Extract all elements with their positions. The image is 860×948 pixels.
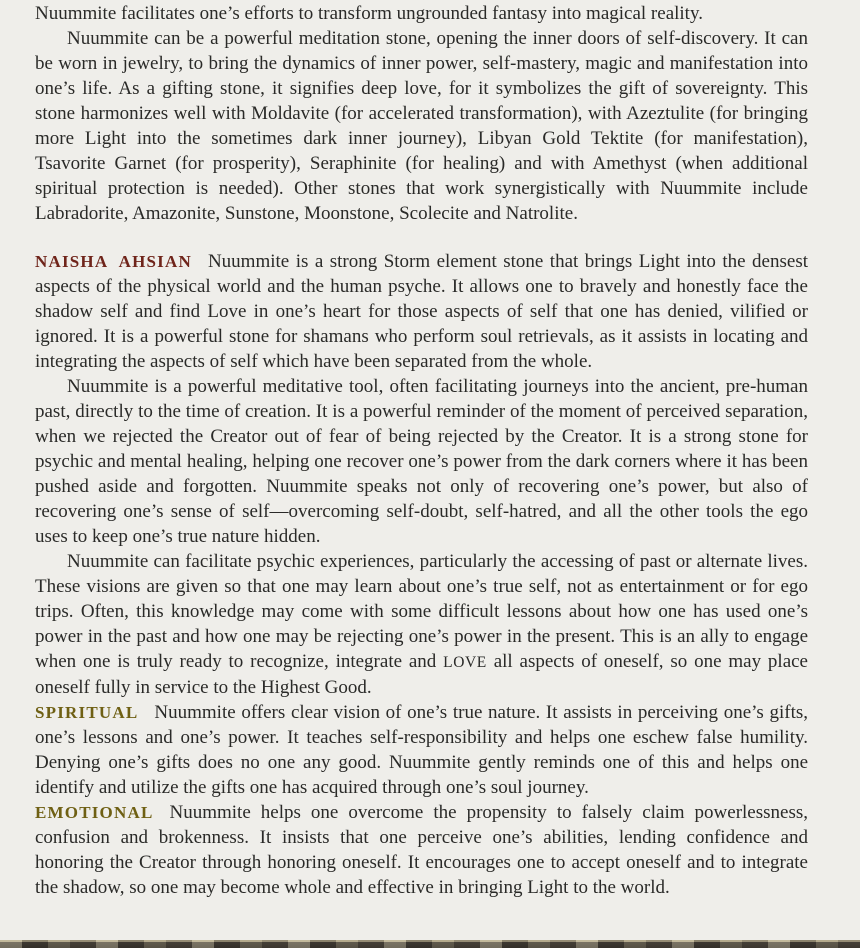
paragraph-emotional: Nuummite helps one overcome the propensity to falsely claim powerlessness, confusion and brokenness. It insists that one perceive one’s abilities, lending confidence and honoring the Creator through honoring oneself. It encourages one to accept oneself and to integrate the shadow, so one may become whole and effective in bringing Light to the world. [35,802,808,898]
paragraph-spiritual: Nuummite offers clear vision of one’s true nature. It assists in perceiving one’s gifts, one’s lessons and one’s power. It teaches self-responsibility and helps one eschew false humility. Denying one’s gifts does no one any good. Nuummite gently reminds one of this and helps one identify and utilize the gifts one has acquired through one’s soul journey. [35,702,808,798]
page-text-block [35,1,808,900]
love-smallcaps-word: LOVE [443,654,487,671]
paragraph-naisha-3 [35,549,808,700]
naisha-ahsian-heading: NAISHA AHSIAN [35,252,192,271]
paragraph-intro-fragment: Nuummite facilitates one’s efforts to transform ungrounded fantasy into magical reality. [35,3,703,24]
section-naisha-ahsian [35,249,808,374]
emotional-heading: EMOTIONAL [35,803,154,822]
paragraph-naisha-3-pre: Nuummite can facilitate psychic experiences, particularly the accessing of past or alternate lives. These visions are given so that one may learn about one’s true self, not as entertainment or for ego trips. Often, this knowledge may come with some difficult lessons about how one has used one’s power in the past and how one may be rejecting one’s power in the present. This is an ally to engage when one is truly ready to recognize, integrate and [35,551,808,672]
paragraph-meditation-stone: Nuummite can be a powerful meditation stone, opening the inner doors of self-discovery. It can be worn in jewelry, to bring the dynamics of inner power, self-mastery, magic and manifestation into one’s life. As a gifting stone, it signifies deep love, for it symbolizes the gift of sovereignty. This stone harmonizes well with Moldavite (for accelerated transformation), with Azeztulite (for bringing more Light into the sometimes dark inner journey), Libyan Gold Tektite (for manifestation), Tsavorite Garnet (for prosperity), Seraphinite (for healing) and with Amethyst (when additional spiritual protection is needed). Other stones that work synergistically with Nuummite include Labradorite, Amazonite, Sunstone, Moonstone, Scolecite and Natrolite. [35,28,808,224]
paragraph-naisha-1: Nuummite is a strong Storm element stone that brings Light into the densest aspects of the physical world and the human psyche. It allows one to bravely and honestly face the shadow self and find Love in one’s heart for those aspects of self that one has denied, vilified or ignored. It is a powerful stone for shamans who perform soul retrievals, as it assists in locating and integrating the aspects of self which have been separated from the whole. [35,251,808,372]
photo-top-edge [0,940,860,948]
paragraph-naisha-2: Nuummite is a powerful meditative tool, often facilitating journeys into the ancient, pre-human past, directly to the time of creation. It is a powerful reminder of the moment of perceived separation, when we rejected the Creator out of fear of being rejected by the Creator. It is a strong stone for psychic and mental healing, helping one recover one’s power from the dark corners where it has been pushed aside and forgotten. Nuummite speaks not only of recovering one’s power, but also of recovering one’s sense of self—overcoming self-doubt, self-hatred, and all the other tools the ego uses to keep one’s true nature hidden. [35,376,808,547]
section-spiritual [35,700,808,800]
section-emotional [35,800,808,900]
spiritual-heading: SPIRITUAL [35,703,139,722]
paragraph-naisha-3-post: all aspects of oneself, so one may place oneself fully in service to the Highest Good. [35,651,808,698]
